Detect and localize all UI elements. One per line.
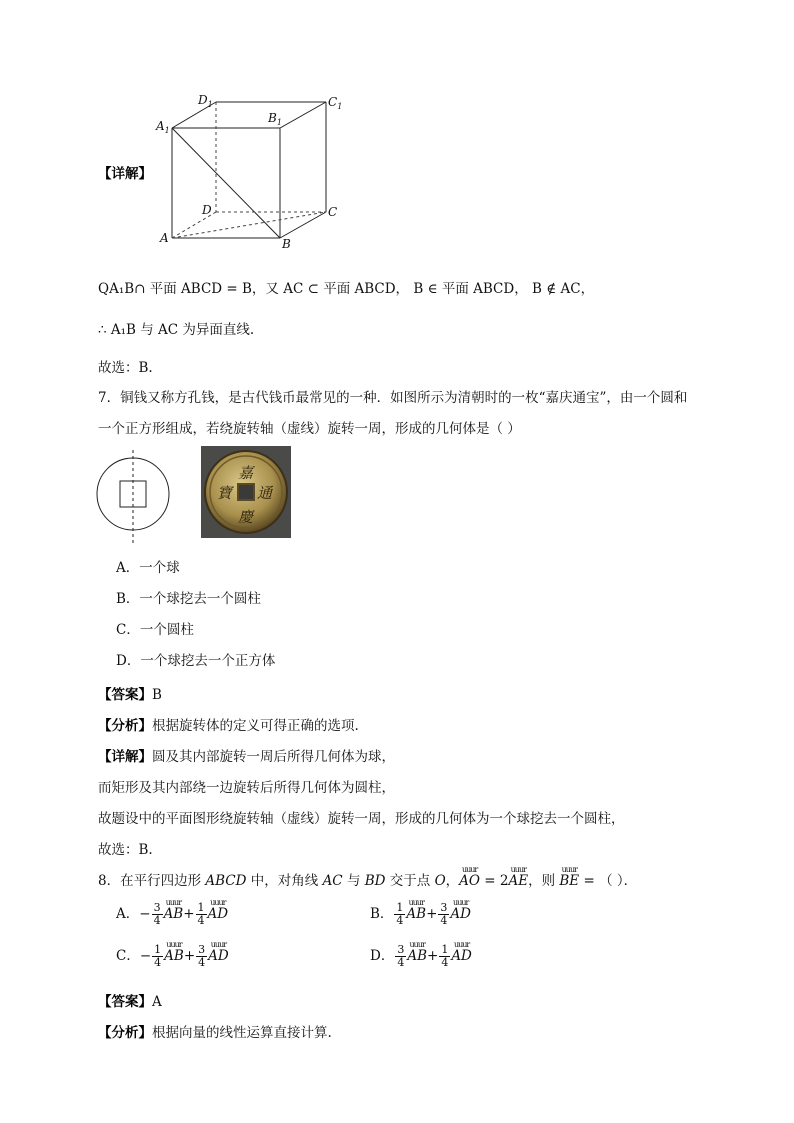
coin-char-top: 嘉	[238, 464, 254, 482]
q7-stem-line1: 7．铜钱又称方孔钱，是古代钱币最常见的一种．如图所示为清朝时的一枚“嘉庆通宝”，由一个圆和	[98, 390, 688, 406]
q7-option-a: A．一个球	[116, 560, 180, 576]
q7-option-b: B．一个球挖去一个圆柱	[116, 591, 261, 607]
coin-hole	[238, 484, 254, 500]
diagonal-a1b	[172, 128, 280, 238]
q8-option-a: A．− $\frac{3}{4}$ uuur AB+ $\frac{1}{4}$ uuur AD	[116, 898, 229, 927]
q7-answer: 【答案】B	[98, 687, 162, 703]
label-b1: $B_1$	[268, 111, 282, 127]
coin-photo	[201, 446, 291, 538]
q8-analysis: 【分析】根据向量的线性运算直接计算.	[98, 1025, 332, 1041]
label-c1: $C_1$	[328, 95, 343, 111]
q8-option-b: B． $\frac{1}{4}$ uuur AB+ $\frac{3}{4}$ uuur AD	[370, 898, 471, 927]
label-b: B	[282, 237, 291, 251]
q8-answer: 【答案】A	[98, 994, 162, 1010]
coin-char-left: 寶	[217, 484, 233, 502]
detail-tag: 【详解】	[98, 166, 152, 182]
q7-option-d: D．一个球挖去一个正方体	[116, 653, 276, 669]
coin-char-right: 通	[257, 484, 273, 502]
label-d: D	[202, 203, 212, 217]
edge-b1c1	[280, 102, 326, 128]
cube-figure	[150, 90, 350, 255]
label-a: A	[160, 231, 169, 245]
q8-stem: 8．在平行四边形 ABCD 中，对角线 AC 与 BD 交于点 O， uuur AO = 2 uuur AE，则 uuur BE = （ ）．	[98, 865, 638, 889]
label-c: C	[328, 205, 338, 219]
q7-option-c: C．一个圆柱	[116, 622, 194, 638]
q7-detail-3: 故题设中的平面图形绕旋转轴（虚线）旋转一周，形成的几何体为一个球挖去一个圆柱，	[98, 811, 625, 827]
q8-option-c: C．− $\frac{1}{4}$ uuur AB+ $\frac{3}{4}$ uuur AD	[116, 940, 229, 969]
q8-option-d: D． $\frac{3}{4}$ uuur AB+ $\frac{1}{4}$ uuur AD	[370, 940, 472, 969]
q6-line3: 故选：B.	[98, 360, 153, 376]
label-a1: $A_1$	[156, 119, 170, 135]
label-d1: $D_1$	[198, 93, 213, 109]
circle-square-diagram	[94, 446, 176, 548]
q7-stem-line2: 一个正方形组成，若绕旋转轴（虚线）旋转一周，形成的几何体是（ ）	[98, 421, 521, 437]
coin-char-bottom: 慶	[238, 508, 254, 526]
q7-detail-1: 【详解】圆及其内部旋转一周后所得几何体为球，	[98, 749, 395, 765]
q7-detail-4: 故选：B.	[98, 842, 153, 858]
q6-line2: ∴ A₁B 与 AC 为异面直线.	[98, 322, 255, 338]
q6-line1: QA₁B∩ 平面 ABCD = B，又 AC ⊂ 平面 ABCD， B ∈ 平面 ABCD， B ∉ AC，	[98, 281, 595, 297]
q7-detail-2: 而矩形及其内部绕一边旋转后所得几何体为圆柱，	[98, 780, 395, 796]
q7-analysis: 【分析】根据旋转体的定义可得正确的选项.	[98, 718, 359, 734]
